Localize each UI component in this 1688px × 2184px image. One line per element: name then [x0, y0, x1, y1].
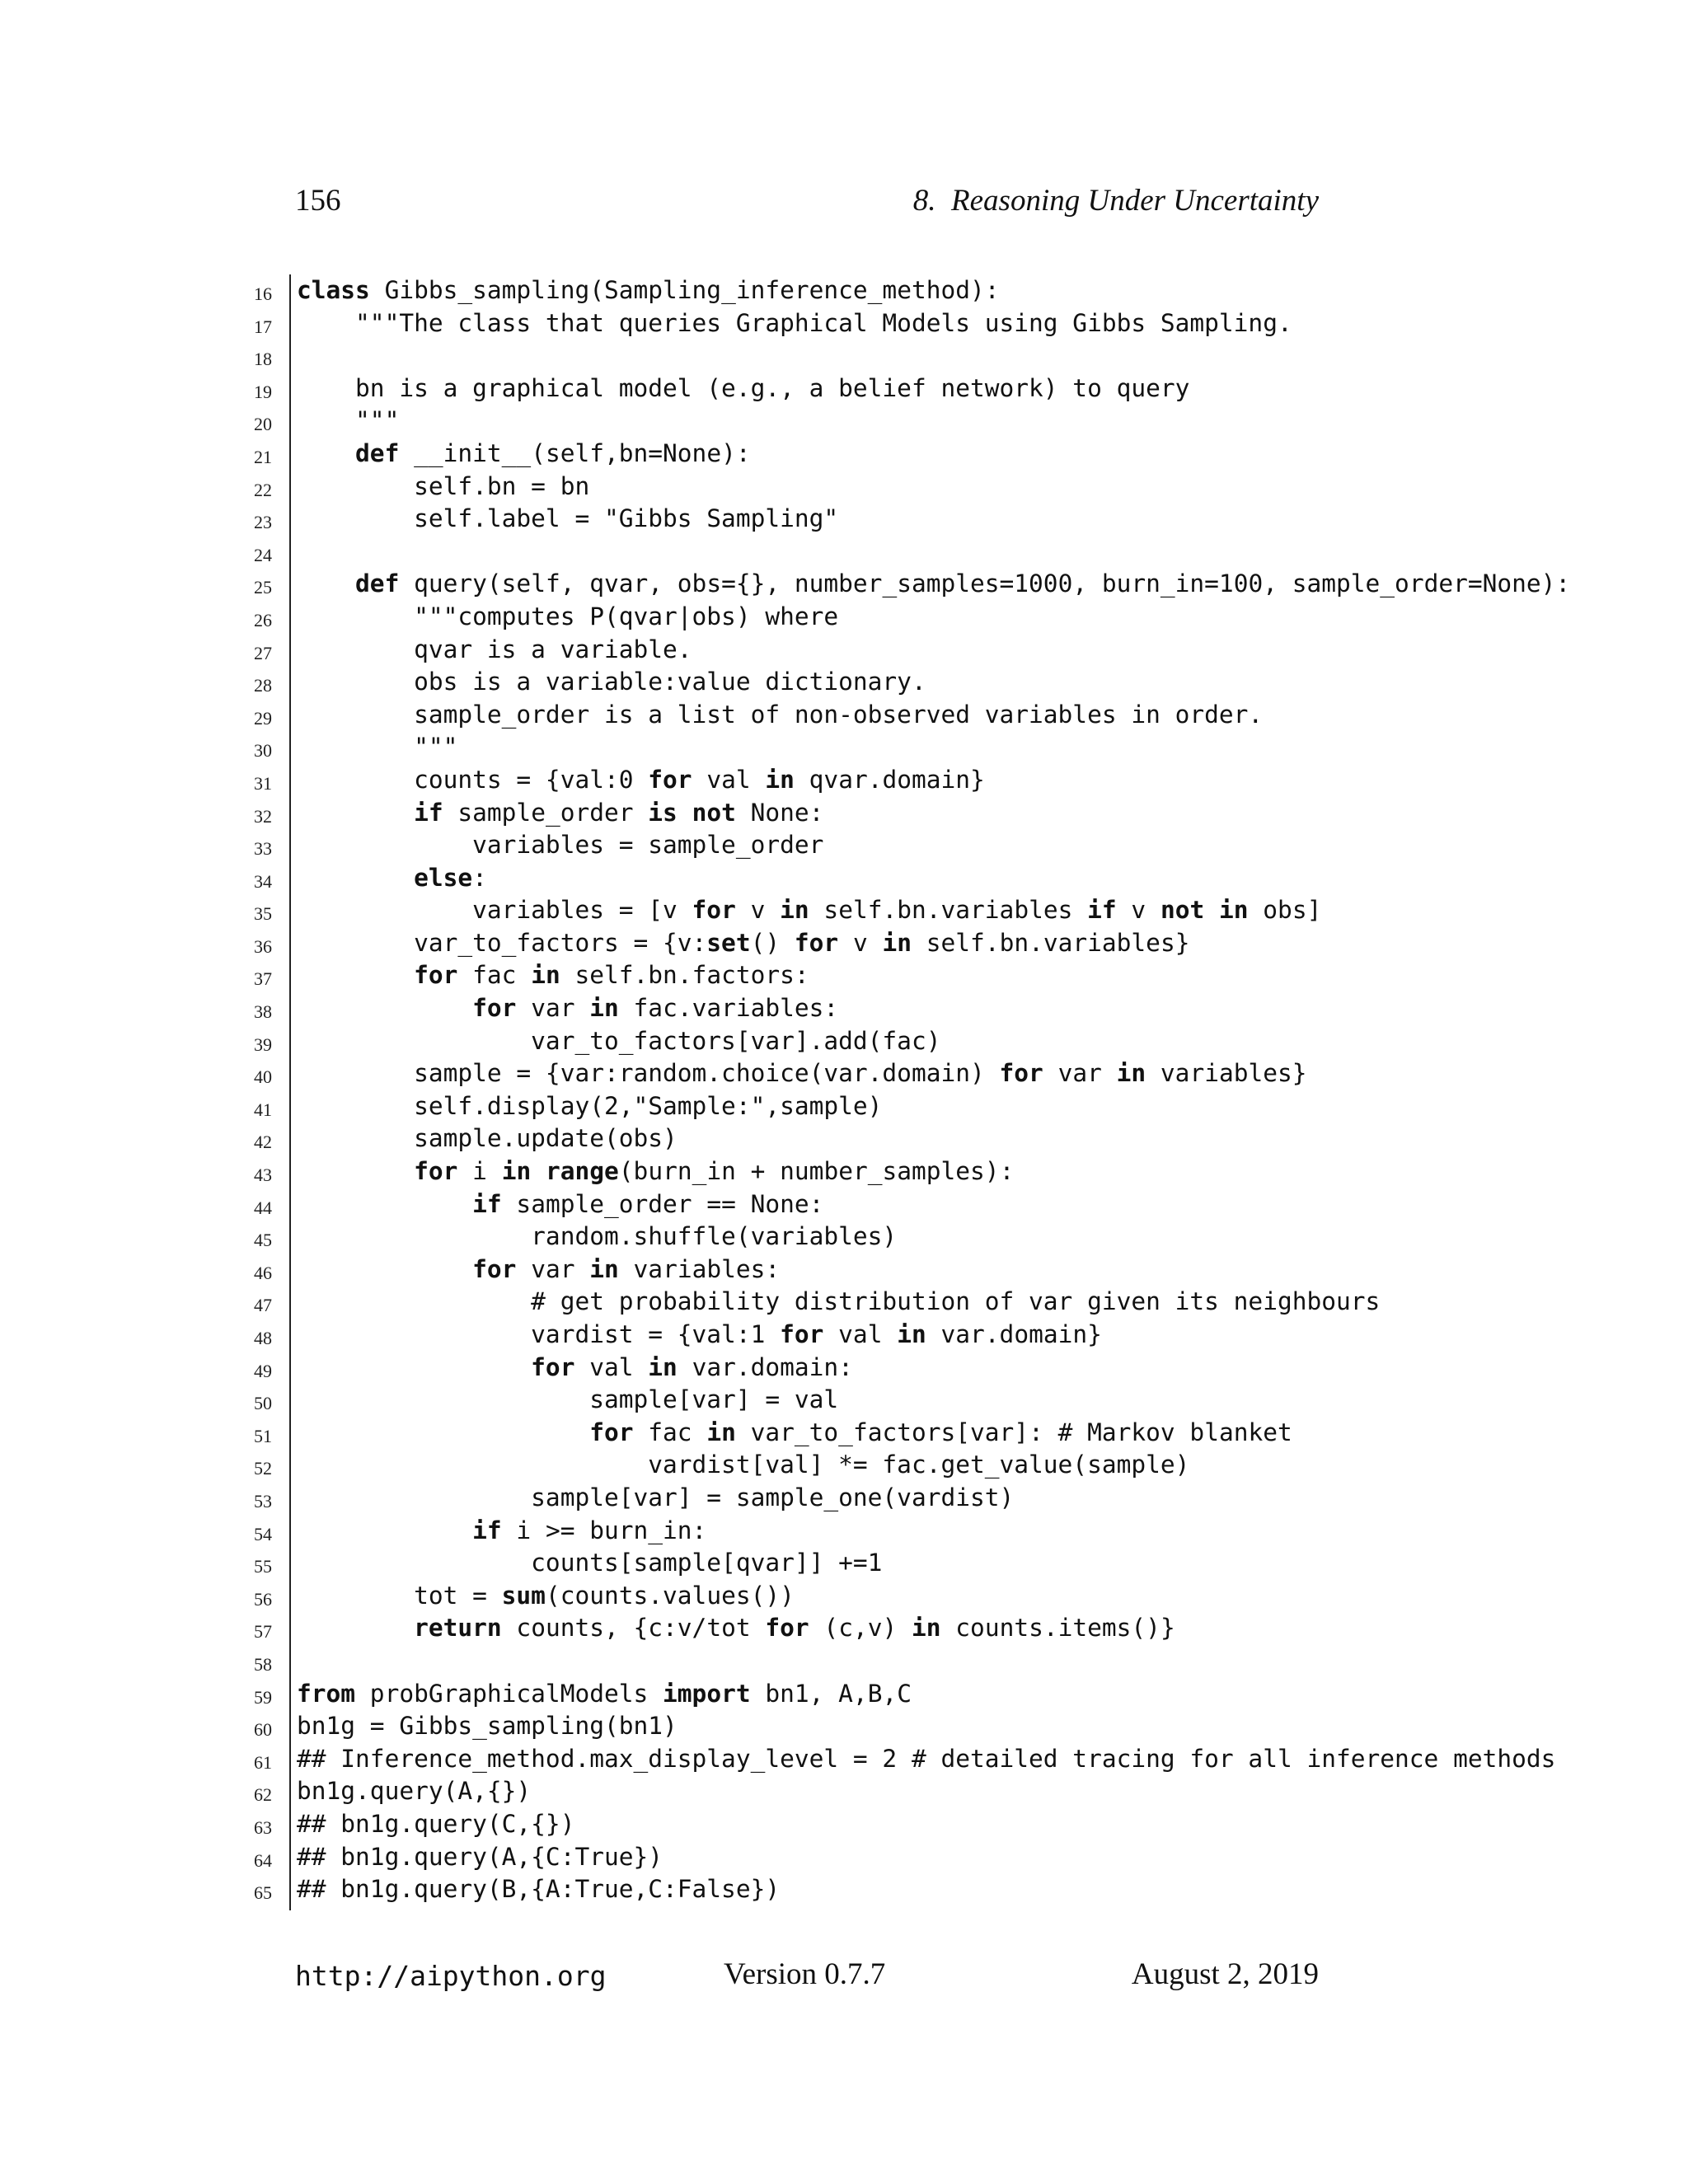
- code-line: [231, 699, 1484, 732]
- code-token: var.domain:: [677, 1352, 853, 1381]
- code-keyword: for: [589, 1418, 634, 1446]
- line-number: 27: [254, 642, 272, 663]
- code-token: obs is a variable:value dictionary.: [297, 668, 926, 696]
- line-number: 38: [254, 1001, 272, 1023]
- code-line: [231, 1057, 1484, 1090]
- code-token: fac: [457, 961, 532, 990]
- code-token: Gibbs_sampling(Sampling_inference_method):: [369, 276, 1000, 304]
- code-line: [231, 1122, 1484, 1155]
- code-token: variables = [v: [297, 896, 692, 925]
- line-number: 34: [254, 870, 272, 892]
- code-keyword: else: [414, 863, 473, 892]
- code-text: [297, 1188, 823, 1221]
- code-line: [231, 1645, 1484, 1678]
- code-text: [297, 1090, 882, 1123]
- code-keyword: return: [414, 1614, 502, 1643]
- code-line: [231, 764, 1484, 797]
- code-keyword: range: [545, 1157, 619, 1186]
- code-keyword: for: [472, 1254, 517, 1283]
- code-token: i >= burn_in:: [501, 1516, 707, 1544]
- code-text: [297, 699, 1263, 732]
- code-text: [297, 1122, 678, 1155]
- code-token: sample[var] = sample_one(vardist): [297, 1483, 1015, 1511]
- line-number: 30: [254, 740, 272, 762]
- code-token: bn is a graphical model (e.g., a belief network) to query: [297, 373, 1190, 402]
- code-token: obs]: [1248, 896, 1322, 925]
- code-text: [297, 274, 1000, 307]
- code-text: [297, 1254, 780, 1286]
- code-token: self.bn = bn: [297, 471, 590, 500]
- code-token: # get probability distribution of var given its neighbours: [297, 1287, 1381, 1316]
- code-line: [231, 274, 1484, 307]
- code-keyword: in: [780, 896, 809, 925]
- code-keyword: for: [414, 1157, 458, 1186]
- code-token: probGraphicalModels: [355, 1679, 663, 1708]
- code-line: [231, 992, 1484, 1025]
- code-token: counts.items()}: [940, 1614, 1175, 1643]
- code-line: [231, 1580, 1484, 1613]
- code-token: [531, 1157, 546, 1185]
- code-keyword: in: [1116, 1059, 1146, 1088]
- line-number: 47: [254, 1295, 272, 1316]
- code-token: sample_order is a list of non-observed variables in order.: [297, 700, 1264, 729]
- code-keyword: class: [297, 276, 370, 304]
- code-line: [231, 666, 1484, 699]
- code-token: [297, 439, 355, 467]
- code-token: var_to_factors[var]: # Markov blanket: [735, 1418, 1292, 1446]
- line-number: 58: [254, 1653, 272, 1675]
- code-text: [297, 1286, 1380, 1319]
- code-token: ## bn1g.query(C,{}): [297, 1809, 575, 1838]
- code-token: :: [472, 863, 487, 892]
- code-text: [297, 894, 1321, 927]
- code-line: [231, 927, 1484, 960]
- code-line: [231, 1221, 1484, 1254]
- code-text: [297, 666, 926, 699]
- code-text: [297, 1580, 795, 1613]
- code-keyword: from: [297, 1679, 356, 1708]
- code-text: [297, 1775, 531, 1808]
- line-number: 65: [254, 1882, 272, 1904]
- code-token: var: [1043, 1059, 1117, 1088]
- line-number: 61: [254, 1751, 272, 1773]
- code-text: [297, 503, 838, 536]
- code-token: """The class that queries Graphical Models using Gibbs Sampling.: [297, 308, 1292, 337]
- code-text: [297, 1612, 1175, 1645]
- code-token: bn1g.query(A,{}): [297, 1777, 532, 1806]
- line-number: 63: [254, 1816, 272, 1838]
- code-text: [297, 471, 589, 504]
- code-line: [231, 1547, 1484, 1580]
- line-number: 50: [254, 1393, 272, 1414]
- code-token: random.shuffle(variables): [297, 1222, 898, 1251]
- code-text: [297, 1743, 1555, 1776]
- line-number: 45: [254, 1230, 272, 1251]
- code-keyword: for: [648, 765, 692, 794]
- code-token: vardist[val] *= fac.get_value(sample): [297, 1451, 1190, 1479]
- code-keyword: for: [472, 994, 517, 1023]
- code-line: [231, 1873, 1484, 1906]
- footer-version: Version 0.7.7: [724, 1957, 886, 1991]
- line-number: 36: [254, 935, 272, 957]
- code-line: [231, 568, 1571, 601]
- code-text: [297, 1417, 1292, 1450]
- code-line: [231, 1352, 1484, 1385]
- code-text: [297, 927, 1189, 960]
- code-line: [231, 503, 1484, 536]
- code-keyword: in: [882, 928, 912, 957]
- code-line: [231, 1612, 1484, 1645]
- code-token: bn1g = Gibbs_sampling(bn1): [297, 1712, 678, 1741]
- code-token: var: [516, 1254, 590, 1283]
- line-number: 33: [254, 838, 272, 860]
- line-number: 52: [254, 1458, 272, 1479]
- code-token: [297, 1157, 414, 1185]
- code-text: [297, 307, 1292, 340]
- line-number: 32: [254, 805, 272, 827]
- line-number: 31: [254, 772, 272, 794]
- code-token: fac: [633, 1418, 707, 1446]
- code-line: [231, 1025, 1484, 1058]
- code-text: [297, 1319, 1102, 1352]
- code-text: [297, 731, 457, 764]
- code-token: """computes P(qvar|obs) where: [297, 602, 839, 630]
- line-number: 42: [254, 1132, 272, 1153]
- code-token: [297, 1516, 472, 1544]
- code-keyword: import: [663, 1679, 751, 1708]
- code-keyword: is not: [648, 798, 736, 827]
- code-token: qvar is a variable.: [297, 635, 692, 663]
- code-text: [297, 1808, 574, 1841]
- code-line: [231, 1482, 1484, 1515]
- code-token: v: [1116, 896, 1160, 925]
- line-number: 25: [254, 577, 272, 598]
- code-keyword: for: [414, 961, 458, 990]
- code-line: [231, 340, 1484, 373]
- code-keyword: sum: [501, 1581, 546, 1610]
- code-token: [297, 864, 414, 892]
- code-keyword: set: [706, 928, 751, 957]
- code-token: (c,v): [809, 1614, 912, 1643]
- code-keyword: in: [765, 765, 795, 794]
- code-token: [297, 1255, 472, 1283]
- footer-url[interactable]: http://aipython.org: [295, 1960, 607, 1992]
- code-keyword: if: [1087, 896, 1117, 925]
- chapter-title: 8. Reasoning Under Uncertainty: [912, 184, 1319, 218]
- code-line: [231, 1678, 1484, 1711]
- code-token: [297, 1418, 589, 1446]
- code-keyword: in: [501, 1157, 532, 1186]
- code-token: (counts.values()): [545, 1581, 795, 1610]
- line-number: 35: [254, 903, 272, 925]
- code-line: [231, 1090, 1484, 1123]
- code-token: sample[var] = val: [297, 1385, 839, 1414]
- code-token: var: [516, 994, 590, 1023]
- line-number: 62: [254, 1784, 272, 1806]
- code-line: [231, 601, 1484, 634]
- code-text: [297, 1057, 1307, 1090]
- code-token: None:: [735, 798, 824, 827]
- code-line: [231, 536, 1484, 569]
- code-keyword: for: [531, 1352, 575, 1381]
- code-text: [297, 1449, 1189, 1482]
- line-number: 54: [254, 1523, 272, 1544]
- code-token: counts, {c:v/tot: [501, 1614, 766, 1643]
- code-keyword: not in: [1160, 896, 1249, 925]
- line-number: 23: [254, 512, 272, 533]
- line-number: 48: [254, 1328, 272, 1348]
- line-number: 24: [254, 544, 272, 565]
- code-text: [297, 601, 838, 634]
- line-number: 17: [254, 316, 272, 337]
- code-line: [231, 438, 1484, 471]
- code-token: """: [297, 406, 400, 435]
- code-token: __init__(self,bn=None):: [399, 438, 751, 467]
- code-token: val: [692, 765, 766, 794]
- code-text: [297, 862, 487, 895]
- code-token: bn1, A,B,C: [750, 1679, 912, 1708]
- code-token: self.bn.factors:: [560, 961, 809, 990]
- code-token: ## bn1g.query(A,{C:True}): [297, 1842, 663, 1871]
- line-number: 16: [254, 284, 272, 304]
- code-listing: [231, 274, 1571, 1906]
- code-text: [297, 1384, 838, 1417]
- line-number: 26: [254, 609, 272, 630]
- code-token: i: [457, 1157, 502, 1186]
- line-number: 39: [254, 1033, 272, 1055]
- code-token: var.domain}: [926, 1320, 1102, 1348]
- code-line: [231, 1155, 1484, 1188]
- footer-date: August 2, 2019: [1131, 1957, 1319, 1991]
- code-keyword: def: [355, 569, 400, 598]
- code-token: ## Inference_method.max_display_level = 2 # detailed tracing for all inference methods: [297, 1744, 1556, 1773]
- code-line: [231, 405, 1484, 438]
- line-number: 40: [254, 1066, 272, 1088]
- code-line: [231, 1841, 1484, 1874]
- code-line: [231, 959, 1484, 992]
- code-line: [231, 797, 1484, 830]
- code-keyword: if: [414, 798, 443, 827]
- code-line: [231, 1808, 1484, 1841]
- code-line: [231, 1449, 1484, 1482]
- code-line: [231, 731, 1484, 764]
- code-token: [297, 994, 472, 1022]
- code-keyword: in: [531, 961, 560, 990]
- code-text: [297, 1221, 897, 1254]
- code-line: [231, 862, 1484, 895]
- line-number: 29: [254, 707, 272, 729]
- code-text: [297, 405, 399, 438]
- line-number: 60: [254, 1719, 272, 1741]
- code-text: [297, 1155, 1014, 1188]
- line-number: 20: [254, 414, 272, 435]
- code-token: qvar.domain}: [794, 765, 985, 794]
- code-keyword: for: [780, 1320, 824, 1348]
- code-keyword: in: [589, 994, 619, 1023]
- line-number: 43: [254, 1165, 272, 1186]
- code-token: self.display(2,"Sample:",sample): [297, 1091, 883, 1120]
- code-text: [297, 764, 985, 797]
- code-line: [231, 373, 1484, 405]
- code-line: [231, 894, 1484, 927]
- code-token: variables}: [1146, 1059, 1307, 1088]
- code-line: [231, 1417, 1484, 1450]
- code-token: var_to_factors[var].add(fac): [297, 1026, 941, 1055]
- code-keyword: for: [999, 1059, 1043, 1088]
- line-number: 51: [254, 1425, 272, 1446]
- code-token: query(self, qvar, obs={}, number_samples=1000, burn_in=100, sample_order=None):: [399, 569, 1571, 598]
- code-keyword: def: [355, 438, 400, 467]
- code-text: [297, 829, 823, 862]
- code-keyword: if: [472, 1516, 502, 1544]
- code-text: [297, 568, 1570, 601]
- code-keyword: in: [912, 1614, 941, 1643]
- code-token: [297, 1353, 531, 1381]
- line-number: 57: [254, 1621, 272, 1643]
- code-text: [297, 1352, 853, 1385]
- code-line: [231, 1188, 1484, 1221]
- line-number: 21: [254, 446, 272, 467]
- code-text: [297, 438, 751, 471]
- code-text: [297, 959, 809, 992]
- code-token: [297, 569, 355, 598]
- code-token: (): [750, 928, 795, 957]
- code-line: [231, 471, 1484, 504]
- code-token: """: [297, 733, 458, 762]
- code-keyword: for: [692, 896, 736, 925]
- code-token: [297, 1614, 414, 1642]
- code-text: [297, 1482, 1014, 1515]
- code-token: ## bn1g.query(B,{A:True,C:False}): [297, 1875, 781, 1904]
- code-keyword: in: [648, 1352, 678, 1381]
- code-token: vardist = {val:1: [297, 1320, 781, 1348]
- code-text: [297, 1710, 678, 1743]
- code-token: sample_order: [443, 798, 649, 827]
- code-line: [231, 1254, 1484, 1286]
- code-line: [231, 1286, 1484, 1319]
- line-number: 44: [254, 1197, 272, 1218]
- code-token: self.bn.variables: [809, 896, 1088, 925]
- code-keyword: for: [794, 928, 839, 957]
- line-number: 59: [254, 1686, 272, 1708]
- code-token: counts = {val:0: [297, 765, 649, 794]
- code-text: [297, 992, 838, 1025]
- code-line: [231, 634, 1484, 667]
- page-number: 156: [295, 184, 341, 218]
- code-token: v: [838, 928, 883, 957]
- code-token: self.label = "Gibbs Sampling": [297, 504, 839, 533]
- code-token: var_to_factors = {v:: [297, 928, 707, 957]
- code-text: [297, 1873, 780, 1906]
- line-number: 41: [254, 1099, 272, 1120]
- code-token: [297, 799, 414, 827]
- code-line: [231, 1384, 1484, 1417]
- line-number: 37: [254, 968, 272, 990]
- line-number: 53: [254, 1490, 272, 1511]
- code-keyword: if: [472, 1189, 502, 1218]
- line-number: 49: [254, 1360, 272, 1381]
- code-token: sample.update(obs): [297, 1124, 678, 1153]
- code-keyword: for: [765, 1614, 809, 1643]
- code-line: [231, 1775, 1484, 1808]
- code-line: [231, 1515, 1484, 1548]
- line-number: 18: [254, 349, 272, 370]
- code-keyword: in: [897, 1320, 926, 1348]
- code-line: [231, 307, 1484, 340]
- code-text: [297, 1678, 912, 1711]
- code-token: sample_order == None:: [501, 1189, 824, 1218]
- line-number: 46: [254, 1262, 272, 1283]
- code-line: [231, 1743, 1556, 1776]
- line-number: 64: [254, 1849, 272, 1871]
- code-token: tot =: [297, 1581, 502, 1610]
- code-token: v: [735, 896, 781, 925]
- line-number: 56: [254, 1588, 272, 1610]
- code-text: [297, 1515, 706, 1548]
- code-text: [297, 1547, 882, 1580]
- code-line: [231, 1710, 1484, 1743]
- code-token: [297, 1190, 472, 1218]
- line-number: 22: [254, 479, 272, 500]
- code-token: fac.variables:: [618, 994, 839, 1023]
- code-text: [297, 373, 1189, 405]
- code-text: [297, 1025, 940, 1058]
- code-text: [297, 1841, 663, 1874]
- code-line: [231, 829, 1484, 862]
- code-line: [231, 1319, 1484, 1352]
- code-keyword: in: [589, 1254, 619, 1283]
- line-number: 19: [254, 381, 272, 402]
- code-token: sample = {var:random.choice(var.domain): [297, 1059, 1000, 1088]
- line-number: 28: [254, 675, 272, 696]
- code-text: [297, 797, 823, 830]
- code-token: val: [823, 1320, 898, 1348]
- code-token: [297, 961, 414, 989]
- line-number: 55: [254, 1556, 272, 1577]
- code-token: (burn_in + number_samples):: [618, 1157, 1015, 1186]
- code-token: variables:: [618, 1254, 781, 1283]
- code-token: self.bn.variables}: [912, 928, 1190, 957]
- code-text: [297, 634, 692, 667]
- code-token: val: [574, 1352, 649, 1381]
- code-keyword: in: [706, 1418, 736, 1446]
- code-token: counts[sample[qvar]] +=1: [297, 1549, 883, 1577]
- code-token: variables = sample_order: [297, 831, 824, 860]
